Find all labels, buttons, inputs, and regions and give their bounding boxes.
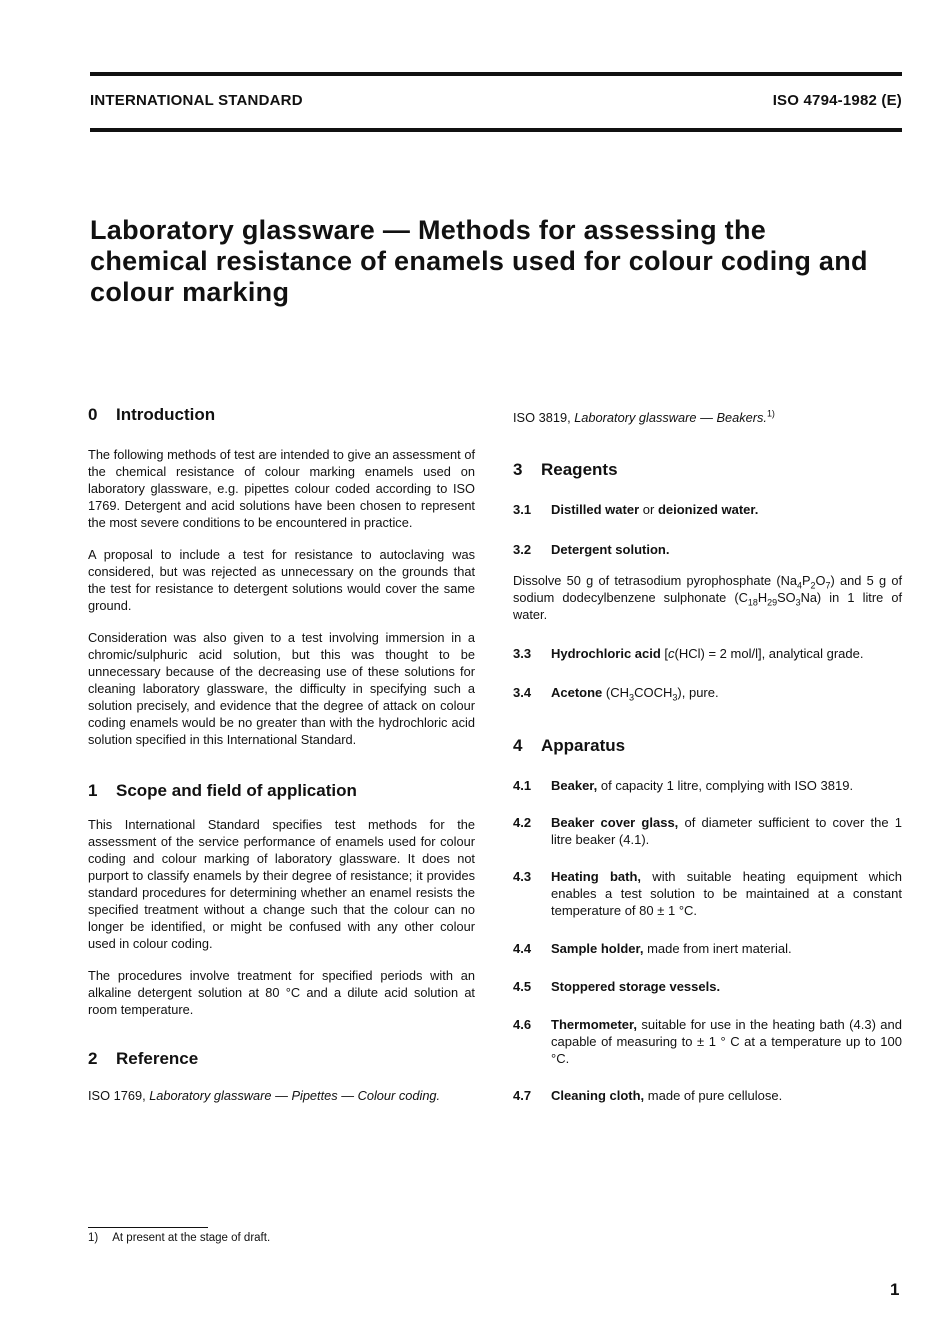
section-number: 2 (88, 1049, 98, 1068)
clause-number: 3.1 (513, 502, 532, 517)
clause-4-4 (513, 940, 902, 957)
section-title: Scope and field of application (116, 781, 357, 800)
reference-title: Laboratory glassware — Pipettes — Colour coding. (149, 1088, 441, 1103)
clause-text: Beaker cover glass, of diameter sufficient to cover the 1 litre beaker (4.1). (551, 815, 902, 847)
reference-title: Laboratory glassware — Beakers. (574, 410, 767, 425)
intro-paragraph-2: A proposal to include a test for resistance to autoclaving was considered, but was rejected as unnecessary on the grounds that the test for resistance to detergent solutions would cover the same ground. (88, 547, 475, 613)
clause-text: Stoppered storage vessels. (551, 979, 721, 994)
section-title: Apparatus (541, 736, 626, 755)
clause-text: Sample holder, made from inert material. (551, 941, 792, 956)
section-heading-scope (88, 781, 475, 801)
clause-3-1 (513, 501, 902, 518)
clause-4-2 (513, 814, 902, 848)
clause-3-2 (513, 541, 902, 558)
clause-text: Thermometer, suitable for use in the heating bath (4.3) and capable of measuring to ± 1 ° C at a temperature up to 100 °C. (551, 1017, 902, 1066)
clause-text: Cleaning cloth, made of pure cellulose. (551, 1088, 783, 1103)
footnote-marker: 1) (88, 1232, 99, 1244)
clause-4-5 (513, 978, 902, 995)
clause-number: 4.2 (513, 815, 532, 830)
clause-number: 3.4 (513, 685, 532, 700)
clause-number: 4.6 (513, 1017, 532, 1032)
footnote-rule (88, 1227, 208, 1228)
footnote-text: At present at the stage of draft. (112, 1232, 271, 1244)
clause-3-3 (513, 645, 902, 662)
section-title: Reference (116, 1049, 199, 1068)
scope-paragraph-1: This International Standard specifies test methods for the assessment of the service performance of enamels used for colour coding and colour marking of laboratory glassware. It does not purport to classify enamels by their degree of resistance; it provides standard procedures for determining whether an enamel resists the specified treatment without a change such that the colour can no longer be identified, or might be confused with any other colour used in colour coding. (88, 817, 475, 951)
section-number: 3 (513, 460, 523, 479)
clause-number: 4.4 (513, 941, 532, 956)
clause-number: 4.7 (513, 1088, 532, 1103)
scope-paragraph-2: The procedures involve treatment for specified periods with an alkaline detergent solution at 80 °C and a dilute acid solution at room temperature. (88, 968, 475, 1017)
right-column (513, 409, 902, 1104)
clause-text: Heating bath, with suitable heating equipment which enables a test solution to be maintained at a constant temperature of 80 ± 1 °C. (551, 869, 902, 918)
footnote-marker: 1) (766, 408, 775, 419)
clause-text: Beaker, of capacity 1 litre, complying with ISO 3819. (551, 778, 854, 793)
clause-3-4 (513, 684, 902, 701)
reference-code: ISO 3819, (513, 410, 575, 425)
clause-text: Acetone $(CH_3COCH_3)$, pure. (551, 685, 719, 703)
header-bottom-rule (90, 128, 902, 132)
clause-number: 4.3 (513, 869, 532, 884)
section-title: Reagents (541, 460, 618, 479)
section-number: 0 (88, 405, 98, 424)
intro-paragraph-3: Consideration was also given to a test involving immersion in a chromic/sulphuric acid solution, but this was thought to be unnecessary because of the decreasing use of these solutions for cleaning laboratory glassware, the difficulty in specifying such a solution precisely, and evidence that the degree of attack on colour coding enamels would be no greater than with the hydrochloric acid solution specified in this International Standard. (88, 630, 475, 747)
section-heading-apparatus (513, 736, 902, 756)
footnote (88, 1232, 270, 1244)
clause-4-3 (513, 868, 902, 919)
detergent-solution-text: Dissolve 50 g of tetrasodium pyrophosphate $(Na_4P_2O_7)$ and 5 g of sodium dodecylbenzene sulphonate $(C_{18}H_{29}SO_3Na)$ in 1 litre of water. (513, 573, 902, 622)
clause-4-6 (513, 1016, 902, 1067)
section-number: 1 (88, 781, 98, 800)
clause-4-7 (513, 1087, 902, 1104)
section-heading-reagents (513, 460, 902, 480)
clause-number: 3.3 (513, 646, 532, 661)
section-number: 4 (513, 736, 523, 755)
section-heading-reference (88, 1049, 475, 1069)
section-title: Introduction (116, 405, 216, 424)
header-right: ISO 4794-1982 (E) (772, 92, 902, 109)
reference-item-iso3819 (513, 409, 902, 426)
clause-title: Detergent solution. (551, 542, 670, 557)
clause-number: 3.2 (513, 542, 532, 557)
reference-code: ISO 1769, (88, 1088, 150, 1103)
clause-number: 4.5 (513, 979, 532, 994)
clause-4-1 (513, 777, 902, 794)
clause-text: Hydrochloric acid [c(HCl) = 2 mol/l], analytical grade. (551, 646, 864, 661)
intro-paragraph-1: The following methods of test are intended to give an assessment of the chemical resistance of colour marking enamels used on laboratory glassware, e.g. pipettes colour coded according to ISO 1769. Detergent and acid solutions have been chosen to represent the most severe conditions to be encountered in practice. (88, 447, 475, 530)
clause-text: Distilled water or deionized water. (551, 502, 759, 517)
reference-item-iso1769 (88, 1087, 475, 1104)
left-column (88, 405, 475, 1104)
page-number: 1 (890, 1280, 900, 1299)
document-title: Laboratory glassware — Methods for assessing the chemical resistance of enamels used for colour coding and colour marking (90, 215, 868, 307)
top-rule (90, 72, 902, 76)
header-left: INTERNATIONAL STANDARD (90, 92, 303, 109)
section-heading-introduction (88, 405, 475, 425)
clause-number: 4.1 (513, 778, 532, 793)
